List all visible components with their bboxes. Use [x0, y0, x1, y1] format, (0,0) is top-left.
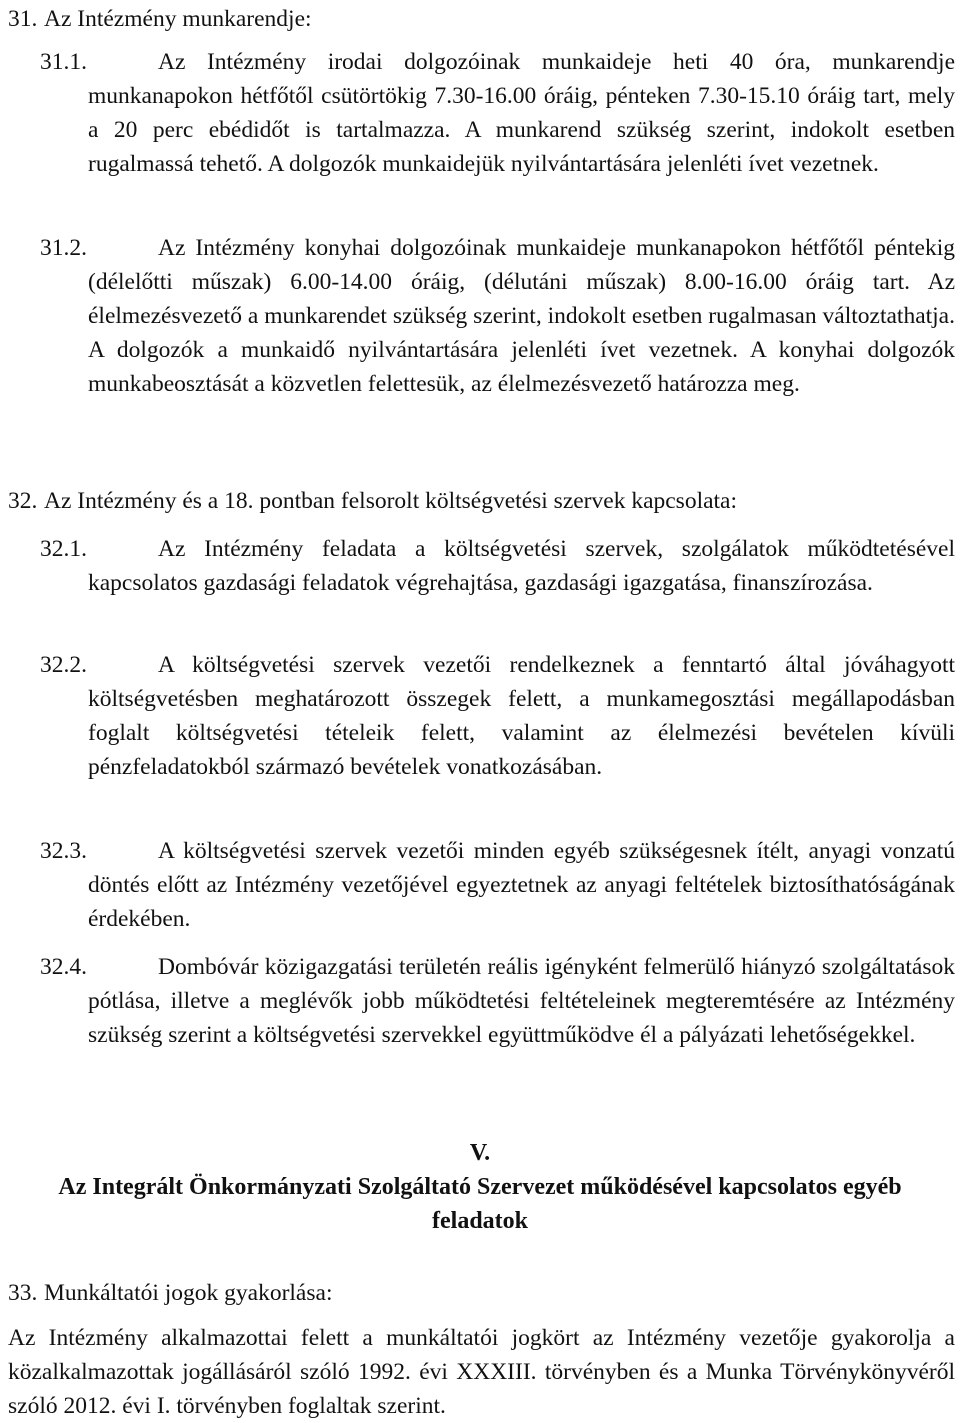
- chapter-title: Az Integrált Önkormányzati Szolgáltató Szervezet működésével kapcsolatos egyéb feladatok: [58, 1174, 902, 1234]
- paragraph-text: Az Intézmény konyhai dolgozóinak munkaideje munkanapokon hétfőtől péntekig (délelőtti műszak) 6.00-14.00 óráig, (délutáni műszak) 8.00-16.00 óráig tart. Az élelmezésvezető a munkarendet szükség szerint, indokolt esetben rugalmasan változtathatja. A dolgozók a munkaidő nyilvántartására jelenléti ívet vezetnek. A konyhai dolgozók munkabeosztását a közvetlen felettesük, az élelmezésvezető határozza meg.: [88, 235, 955, 397]
- section-33-body: Az Intézmény alkalmazottai felett a munkáltatói jogkört az Intézmény vezetője gyakorolja a közalkalmazottak jogállásáról szóló 1992. évi XXXIII. törvényben és a Munka Törvénykönyvéről szóló 2012. évi I. törvényben foglaltak szerint.: [8, 1325, 955, 1419]
- paragraph-text: Dombóvár közigazgatási területén reális igényként felmerülő hiányzó szolgáltatások pótlása, illetve a meglévők jobb működtetési feltételeinek megteremtésére az Intézmény szükség szerint a költségvetési szervekkel együttműködve él a pályázati lehetőségekkel.: [88, 954, 955, 1048]
- paragraph-32-2: [40, 648, 955, 784]
- paragraph-32-4: [40, 950, 955, 1052]
- section-title: Az Intézmény és a 18. pontban felsorolt költségvetési szervek kapcsolata:: [44, 488, 738, 514]
- chapter-number: V.: [469, 1140, 491, 1166]
- paragraph-31-1: [40, 45, 955, 181]
- paragraph-32-1: [40, 532, 955, 600]
- paragraph-number: 32.2.: [40, 652, 87, 678]
- section-number: 31.: [8, 6, 38, 32]
- paragraph-31-2: [40, 231, 955, 401]
- paragraph-text: Az Intézmény feladata a költségvetési szervek, szolgálatok működtetésével kapcsolatos gazdasági feladatok végrehajtása, gazdasági igazgatása, finanszírozása.: [88, 536, 955, 596]
- paragraph-number: 32.1.: [40, 536, 87, 562]
- paragraph-number: 32.4.: [40, 954, 87, 980]
- section-33-heading: [8, 1276, 332, 1310]
- paragraph-number: 31.1.: [40, 49, 87, 75]
- paragraph-number: 31.2.: [40, 235, 87, 261]
- section-31-heading: [8, 2, 312, 36]
- section-number: 32.: [8, 488, 38, 514]
- paragraph-32-3: [40, 834, 955, 936]
- section-title: Az Intézmény munkarendje:: [44, 6, 312, 32]
- paragraph-number: 32.3.: [40, 838, 87, 864]
- section-title: Munkáltatói jogok gyakorlása:: [44, 1280, 333, 1306]
- paragraph-text: Az Intézmény irodai dolgozóinak munkaideje heti 40 óra, munkarendje munkanapokon hétfőtől csütörtökig 7.30-16.00 óráig, pénteken 7.30-15.10 óráig tart, mely a 20 perc ebédidőt is tartalmazza. A munkarend szükség szerint, indokolt esetben rugalmassá tehető. A dolgozók munkaidejük nyilvántartására jelenléti ívet vezetnek.: [88, 49, 955, 177]
- section-number: 33.: [8, 1280, 38, 1306]
- section-32-heading: [8, 484, 737, 518]
- paragraph-text: A költségvetési szervek vezetői rendelkeznek a fenntartó által jóváhagyott költségvetésben meghatározott összegek felett, a munkamegosztási megállapodásban foglalt költségvetési tételeik felett, valamint az élelmezési bevételen kívüli pénzfeladatokból származó bevételek vonatkozásában.: [88, 652, 955, 780]
- paragraph-text: A költségvetési szervek vezetői minden egyéb szükségesnek ítélt, anyagi vonzatú döntés előtt az Intézmény vezetőjével egyeztetnek az anyagi feltételek biztosíthatóságának érdekében.: [88, 838, 955, 932]
